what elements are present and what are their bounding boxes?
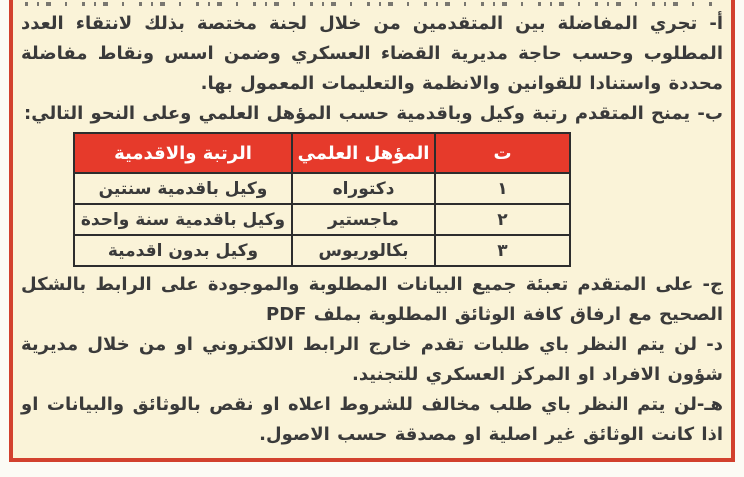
cell-qualification: بكالوريوس [292, 235, 435, 266]
header-qualification: المؤهل العلمي [292, 133, 435, 173]
cell-rank-seniority: وكيل باقدمية سنة واحدة [74, 204, 292, 235]
cropped-text-fragments [25, 2, 719, 6]
cell-qualification: ماجستير [292, 204, 435, 235]
clause-b: ب- يمنح المتقدم رتبة وكيل وباقدمية حسب المؤهل العلمي وعلى النحو التالي: [24, 103, 723, 124]
clause-c: ج- على المتقدم تعبئة جميع البيانات المطلوبة والموجودة على الرابط بالشكل الصحيح مع ارفاق كافة الوثائق المطلوبة بملف PDF [21, 274, 723, 325]
cell-qualification: دكتوراه [292, 173, 435, 204]
cell-rank-seniority: وكيل بدون اقدمية [74, 235, 292, 266]
clause-d: د- لن يتم النظر باي طلبات تقدم خارج الرابط الالكتروني او من خلال مديرية شؤون الافراد او المركز العسكري للتجنيد. [21, 334, 723, 385]
cell-serial: ٣ [435, 235, 570, 266]
table-row [74, 173, 570, 204]
header-serial: ت [435, 133, 570, 173]
clause-a: أ- تجري المفاضلة بين المتقدمين من خلال لجنة مختصة بذلك لانتقاء العدد المطلوب وحسب حاجة مديرية القضاء العسكري وضمن اسس ونقاط مفاضلة محددة واستنادا للقوانين والانظمة والتعليمات المعمول بها. [21, 13, 723, 94]
table-row [74, 235, 570, 266]
document-frame [9, 0, 735, 462]
clause-e: هـ-لن يتم النظر باي طلب مخالف للشروط اعلاه او نقص بالوثائق والبيانات او اذا كانت الوثائق غير اصلية او مصدقة حسب الاصول. [21, 394, 723, 445]
cell-rank-seniority: وكيل باقدمية سنتين [74, 173, 292, 204]
header-rank-seniority: الرتبة والاقدمية [74, 133, 292, 173]
table-row [74, 204, 570, 235]
rank-qualification-table [73, 132, 571, 267]
table-header-row [74, 133, 570, 173]
cell-serial: ١ [435, 173, 570, 204]
cell-serial: ٢ [435, 204, 570, 235]
